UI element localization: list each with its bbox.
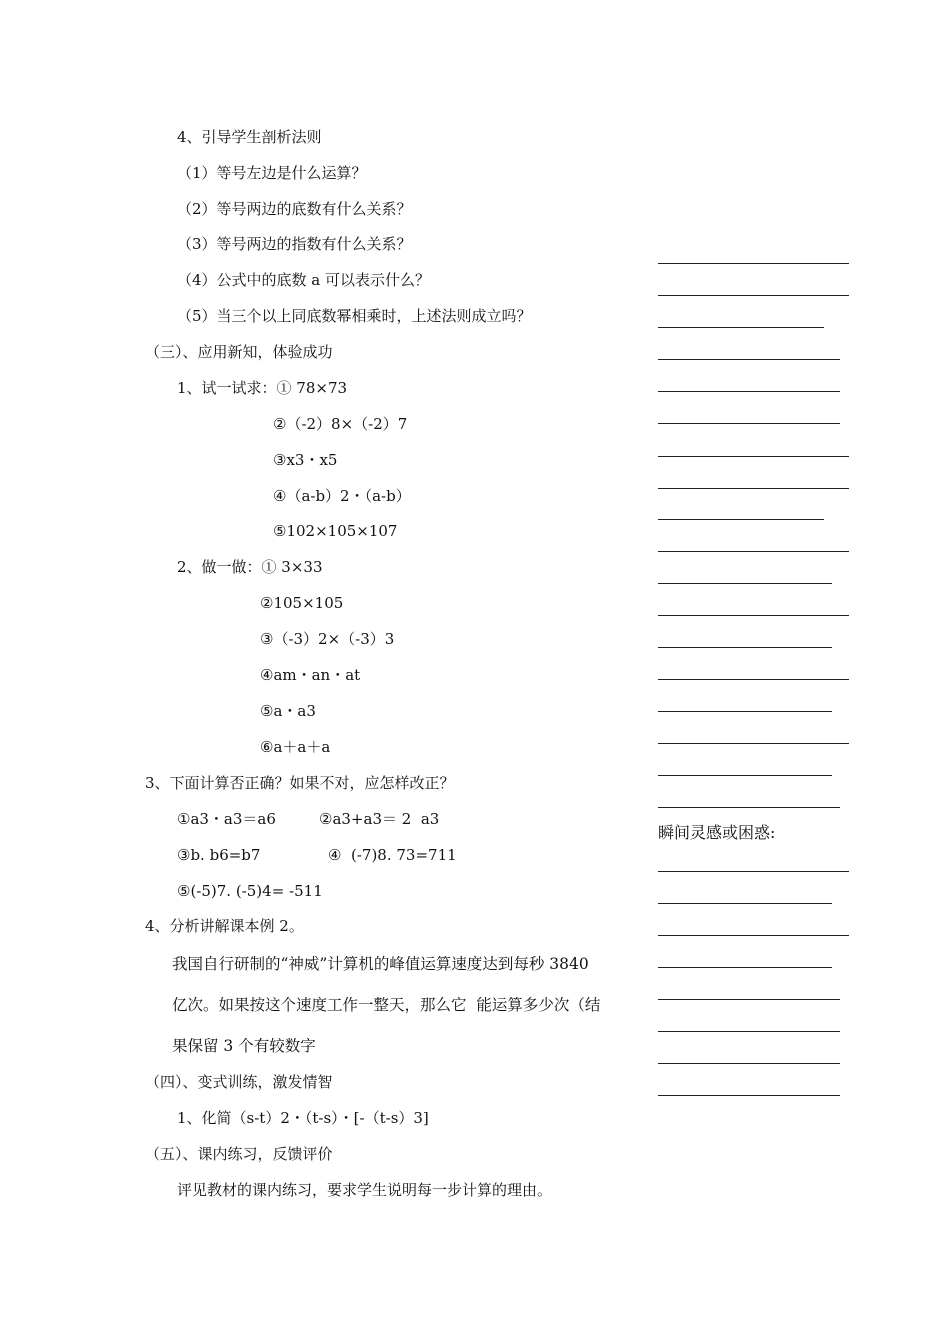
note-line — [658, 295, 849, 296]
note-line — [658, 488, 849, 489]
try-item-5: ⑤102×105×107 — [273, 522, 398, 540]
note-line — [658, 935, 849, 936]
do-item-4: ④am・an・at — [260, 666, 361, 684]
note-line — [658, 583, 832, 584]
do-item-5: ⑤a・a3 — [260, 702, 316, 720]
note-line — [658, 551, 849, 552]
note-line — [658, 519, 824, 520]
check-item-1: ①a3・a3＝a6 — [177, 810, 276, 828]
question-2: （2）等号两边的底数有什么关系？ — [177, 200, 412, 218]
note-line — [658, 423, 840, 424]
try-item-4: ④（a-b）2・（a-b） — [273, 487, 411, 505]
do-heading: 2、做一做：① 3×33 — [177, 558, 323, 576]
example-heading: 4、分析讲解课本例 2。 — [145, 917, 304, 935]
note-line — [658, 679, 849, 680]
question-3: （3）等号两边的指数有什么关系？ — [177, 235, 412, 253]
example-paragraph-line-1: 我国自行研制的“神威”计算机的峰值运算速度达到每秒 3840 — [172, 955, 589, 973]
note-line — [658, 711, 832, 712]
do-item-3: ③（-3）2×（-3）3 — [260, 630, 395, 648]
example-paragraph-line-2: 亿次。如果按这个速度工作一整天，那么它 能运算多少次（结 — [172, 996, 601, 1014]
note-line — [658, 1095, 840, 1096]
note-line — [658, 263, 849, 264]
do-item-6: ⑥a＋a＋a — [260, 738, 331, 756]
check-item-5: ⑤(-5)7. (-5)4= -511 — [177, 882, 323, 900]
note-line — [658, 1031, 840, 1032]
note-line — [658, 999, 840, 1000]
note-line — [658, 967, 832, 968]
note-line — [658, 327, 824, 328]
note-line — [658, 456, 849, 457]
section-5-heading: （五）、课内练习，反馈评价 — [145, 1145, 333, 1163]
step-4-heading: 4、引导学生剖析法则 — [177, 128, 322, 146]
note-line — [658, 615, 849, 616]
try-heading: 1、试一试求：① 78×73 — [177, 379, 348, 397]
inspiration-label: 瞬间灵感或困惑: — [658, 823, 776, 842]
check-item-2: ②a3+a3＝ 2 a3 — [319, 810, 440, 828]
example-paragraph-line-3: 果保留 3 个有较数字 — [172, 1037, 316, 1055]
check-heading: 3、下面计算否正确？如果不对，应怎样改正？ — [145, 774, 455, 792]
section-3-heading: （三）、应用新知，体验成功 — [145, 343, 333, 361]
section-4-heading: （四）、变式训练，激发情智 — [145, 1073, 333, 1091]
note-line — [658, 807, 840, 808]
simplify-item: 1、化简（s-t）2・（t-s）・[-（t-s）3] — [177, 1109, 429, 1127]
try-item-3: ③x3・x5 — [273, 451, 338, 469]
note-line — [658, 391, 840, 392]
note-line — [658, 871, 849, 872]
try-item-2: ②（-2）8×（-2）7 — [273, 415, 408, 433]
note-line — [658, 775, 832, 776]
note-line — [658, 359, 840, 360]
question-1: （1）等号左边是什么运算？ — [177, 164, 367, 182]
check-item-3: ③b. b6=b7 — [177, 846, 261, 864]
note-line — [658, 1063, 840, 1064]
do-item-2: ②105×105 — [260, 594, 344, 612]
note-line — [658, 743, 849, 744]
note-line — [658, 903, 832, 904]
note-line — [658, 647, 832, 648]
question-5: （5）当三个以上同底数幂相乘时，上述法则成立吗？ — [177, 307, 532, 325]
question-4: （4）公式中的底数 a 可以表示什么？ — [177, 271, 431, 289]
check-item-4: ④ (-7)8. 73=711 — [328, 846, 457, 864]
practice-note: 评见教材的课内练习，要求学生说明每一步计算的理由。 — [177, 1181, 553, 1199]
